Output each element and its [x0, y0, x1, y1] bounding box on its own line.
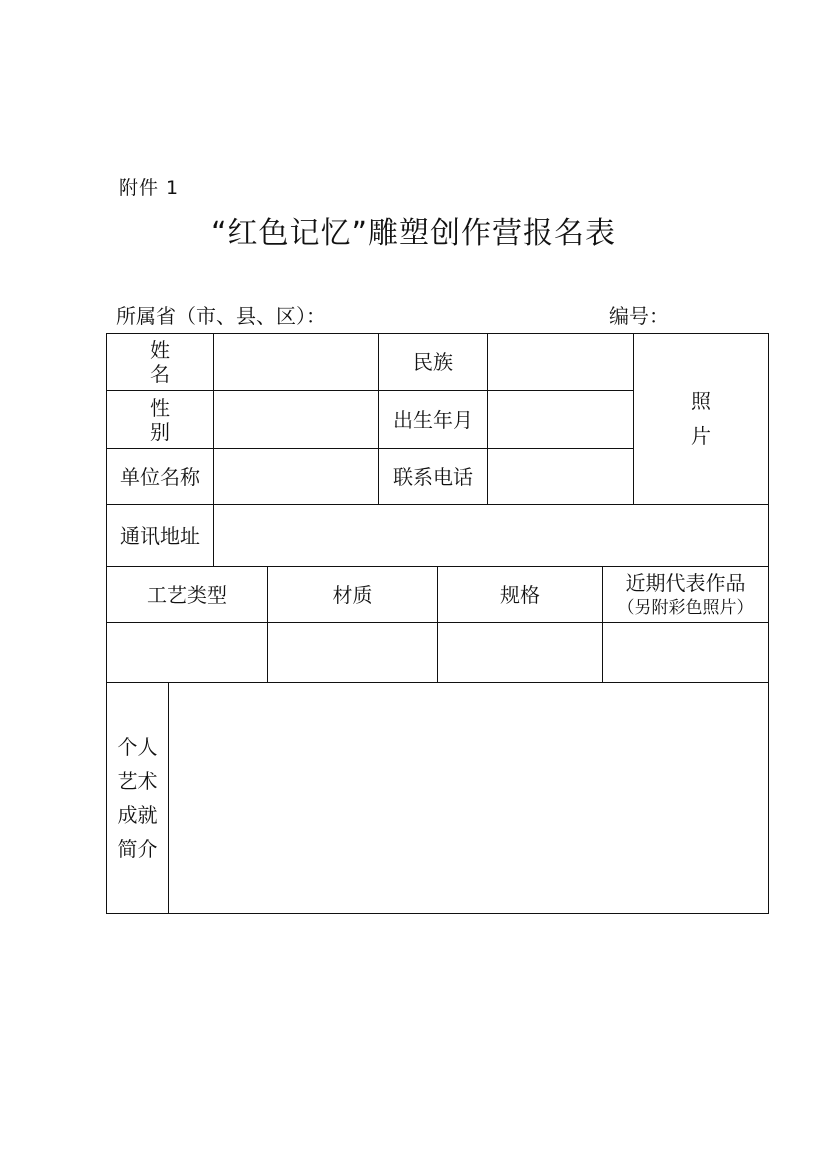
- bio-field[interactable]: [169, 683, 768, 913]
- name-field[interactable]: [214, 334, 378, 390]
- gender-field[interactable]: [214, 391, 378, 448]
- number-label: 编号：: [609, 304, 669, 328]
- photo-label-line-2: 片: [691, 424, 711, 448]
- works-label: [602, 566, 769, 623]
- address-label: 通讯地址: [120, 523, 200, 548]
- phone-field[interactable]: [488, 449, 633, 504]
- name-label: 姓 名: [150, 338, 188, 386]
- material-field[interactable]: [268, 623, 437, 682]
- size-label: 规格: [500, 582, 540, 607]
- attachment-label: 附件 1: [119, 177, 180, 199]
- craft-type-label: 工艺类型: [147, 582, 227, 607]
- bio-label-line-2: 艺术: [117, 769, 158, 793]
- address-field[interactable]: [214, 505, 768, 566]
- region-label: 所属省（市、县、区）：: [116, 304, 326, 328]
- bio-label-line-3: 成就: [117, 803, 158, 827]
- photo-field[interactable]: [634, 334, 768, 504]
- craft-type-field[interactable]: [107, 623, 267, 682]
- bio-label-line-4: 简介: [117, 837, 158, 861]
- works-label-note: （另附彩色照片）: [617, 597, 754, 618]
- bio-label-line-1: 个人: [117, 735, 158, 759]
- birth-field[interactable]: [488, 391, 633, 448]
- works-label-title: 近期代表作品: [625, 570, 746, 595]
- photo-label-line-1: 照: [691, 389, 711, 413]
- ethnicity-label: 民族: [413, 350, 453, 374]
- unit-field[interactable]: [214, 449, 378, 504]
- material-label: 材质: [332, 582, 373, 607]
- ethnicity-field[interactable]: [488, 334, 633, 390]
- works-field[interactable]: [603, 623, 768, 682]
- table-line: [106, 913, 769, 914]
- size-field[interactable]: [438, 623, 602, 682]
- birth-label: 出生年月: [393, 407, 473, 432]
- phone-label: 联系电话: [393, 464, 473, 489]
- form-title: “红色记忆”雕塑创作营报名表: [210, 216, 617, 251]
- bio-label: [106, 682, 169, 914]
- gender-label: 性 别: [150, 395, 188, 444]
- unit-label: 单位名称: [120, 464, 200, 489]
